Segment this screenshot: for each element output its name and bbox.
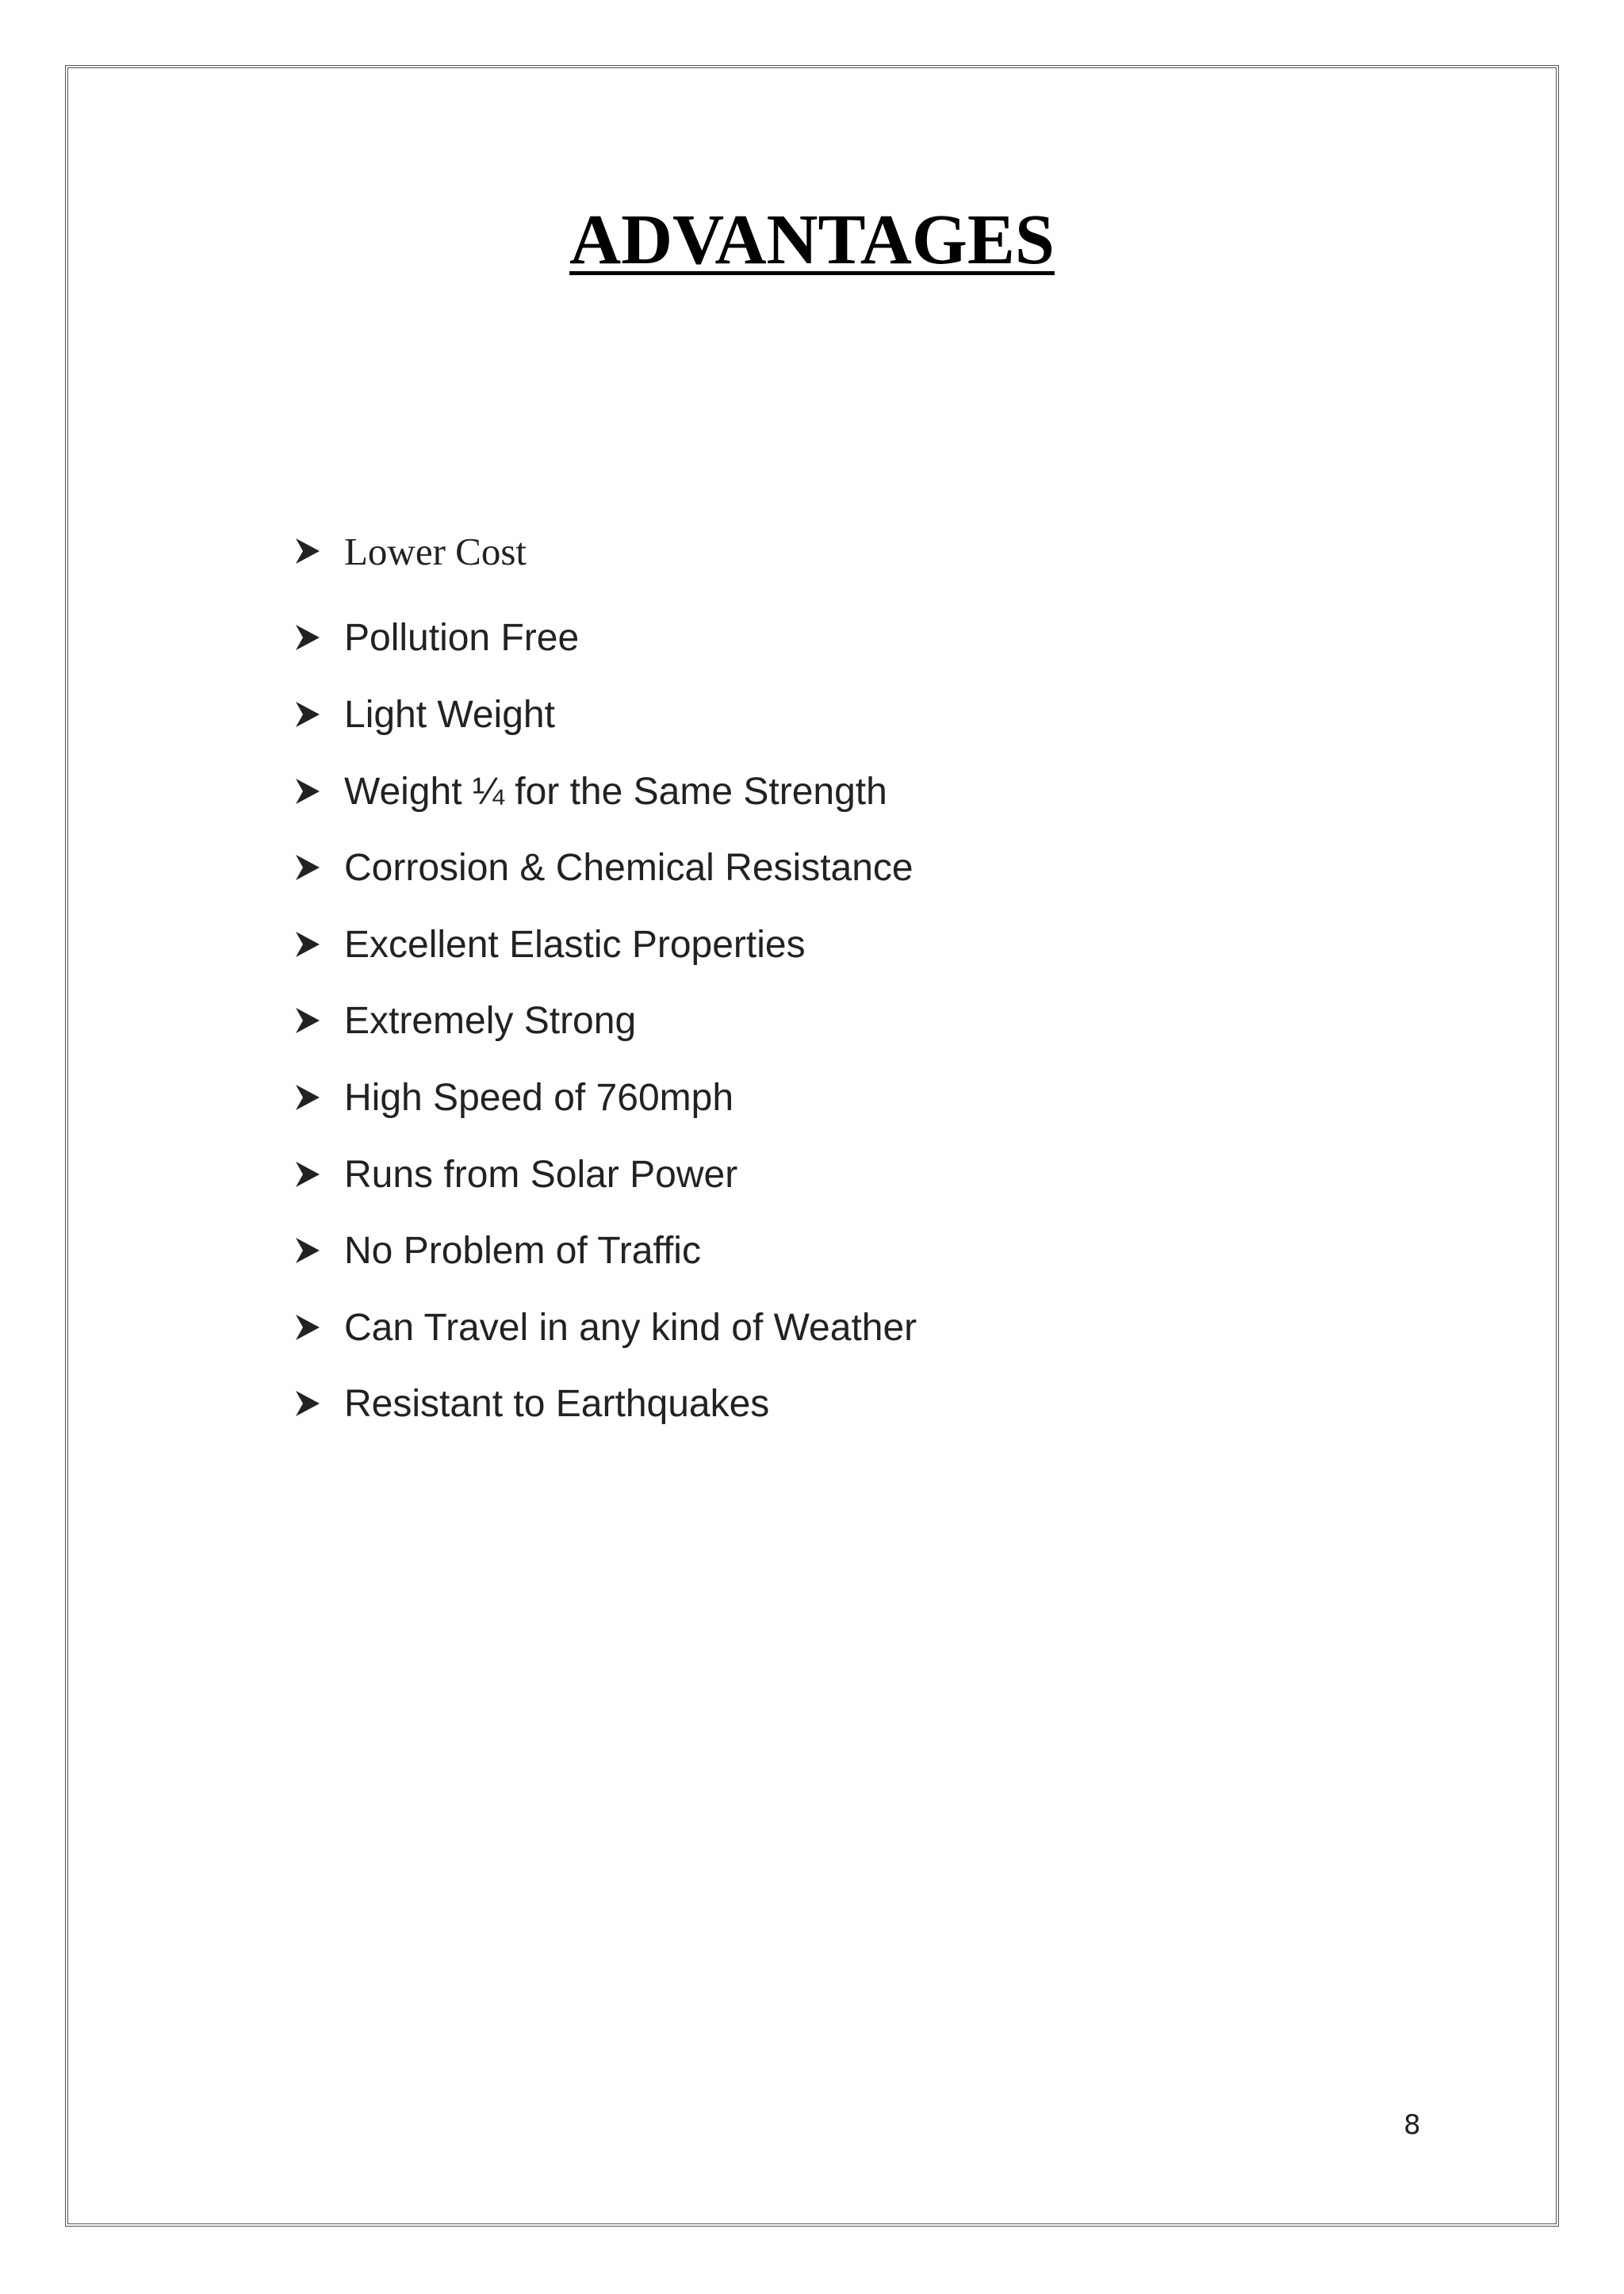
list-item — [293, 1070, 733, 1125]
list-item-label: Runs from Solar Power — [344, 1153, 738, 1196]
list-item — [293, 610, 579, 665]
list-item — [293, 523, 527, 579]
list-item — [293, 1147, 737, 1202]
list-item-label: No Problem of Traffic — [344, 1229, 701, 1272]
list-item-label: Lower Cost — [344, 529, 527, 573]
page-number: 8 — [1404, 2109, 1421, 2141]
arrowhead-bullet-icon — [293, 1082, 322, 1113]
arrowhead-bullet-icon — [293, 1005, 322, 1036]
list-item-label: High Speed of 760mph — [344, 1076, 734, 1119]
page-border — [65, 65, 1559, 2227]
list-item-label: Resistant to Earthquakes — [344, 1382, 770, 1425]
list-item-label: Pollution Free — [344, 616, 580, 659]
list-item — [293, 840, 914, 895]
arrowhead-bullet-icon — [293, 622, 322, 653]
list-item — [293, 1376, 769, 1431]
list-item — [293, 764, 887, 819]
arrowhead-bullet-icon — [293, 1388, 322, 1419]
arrowhead-bullet-icon — [293, 1312, 322, 1343]
list-item-label: Light Weight — [344, 693, 555, 736]
list-item — [293, 917, 806, 972]
list-item — [293, 993, 636, 1048]
arrowhead-bullet-icon — [293, 776, 322, 807]
arrowhead-bullet-icon — [293, 929, 322, 960]
arrowhead-bullet-icon — [293, 1158, 322, 1190]
list-item-label: Corrosion & Chemical Resistance — [344, 846, 914, 889]
page-title-text: ADVANTAGES — [569, 201, 1055, 279]
arrowhead-bullet-icon — [293, 699, 322, 730]
list-item — [293, 687, 555, 742]
arrowhead-bullet-icon — [293, 852, 322, 883]
list-item-label: Weight ¼ for the Same Strength — [344, 770, 887, 813]
list-item — [293, 1223, 701, 1278]
arrowhead-bullet-icon — [293, 535, 322, 567]
page-title — [0, 197, 1624, 284]
arrowhead-bullet-icon — [293, 1235, 322, 1266]
list-item-label: Can Travel in any kind of Weather — [344, 1306, 917, 1349]
list-item — [293, 1300, 917, 1355]
list-item-label: Extremely Strong — [344, 999, 637, 1042]
list-item-label: Excellent Elastic Properties — [344, 923, 806, 966]
